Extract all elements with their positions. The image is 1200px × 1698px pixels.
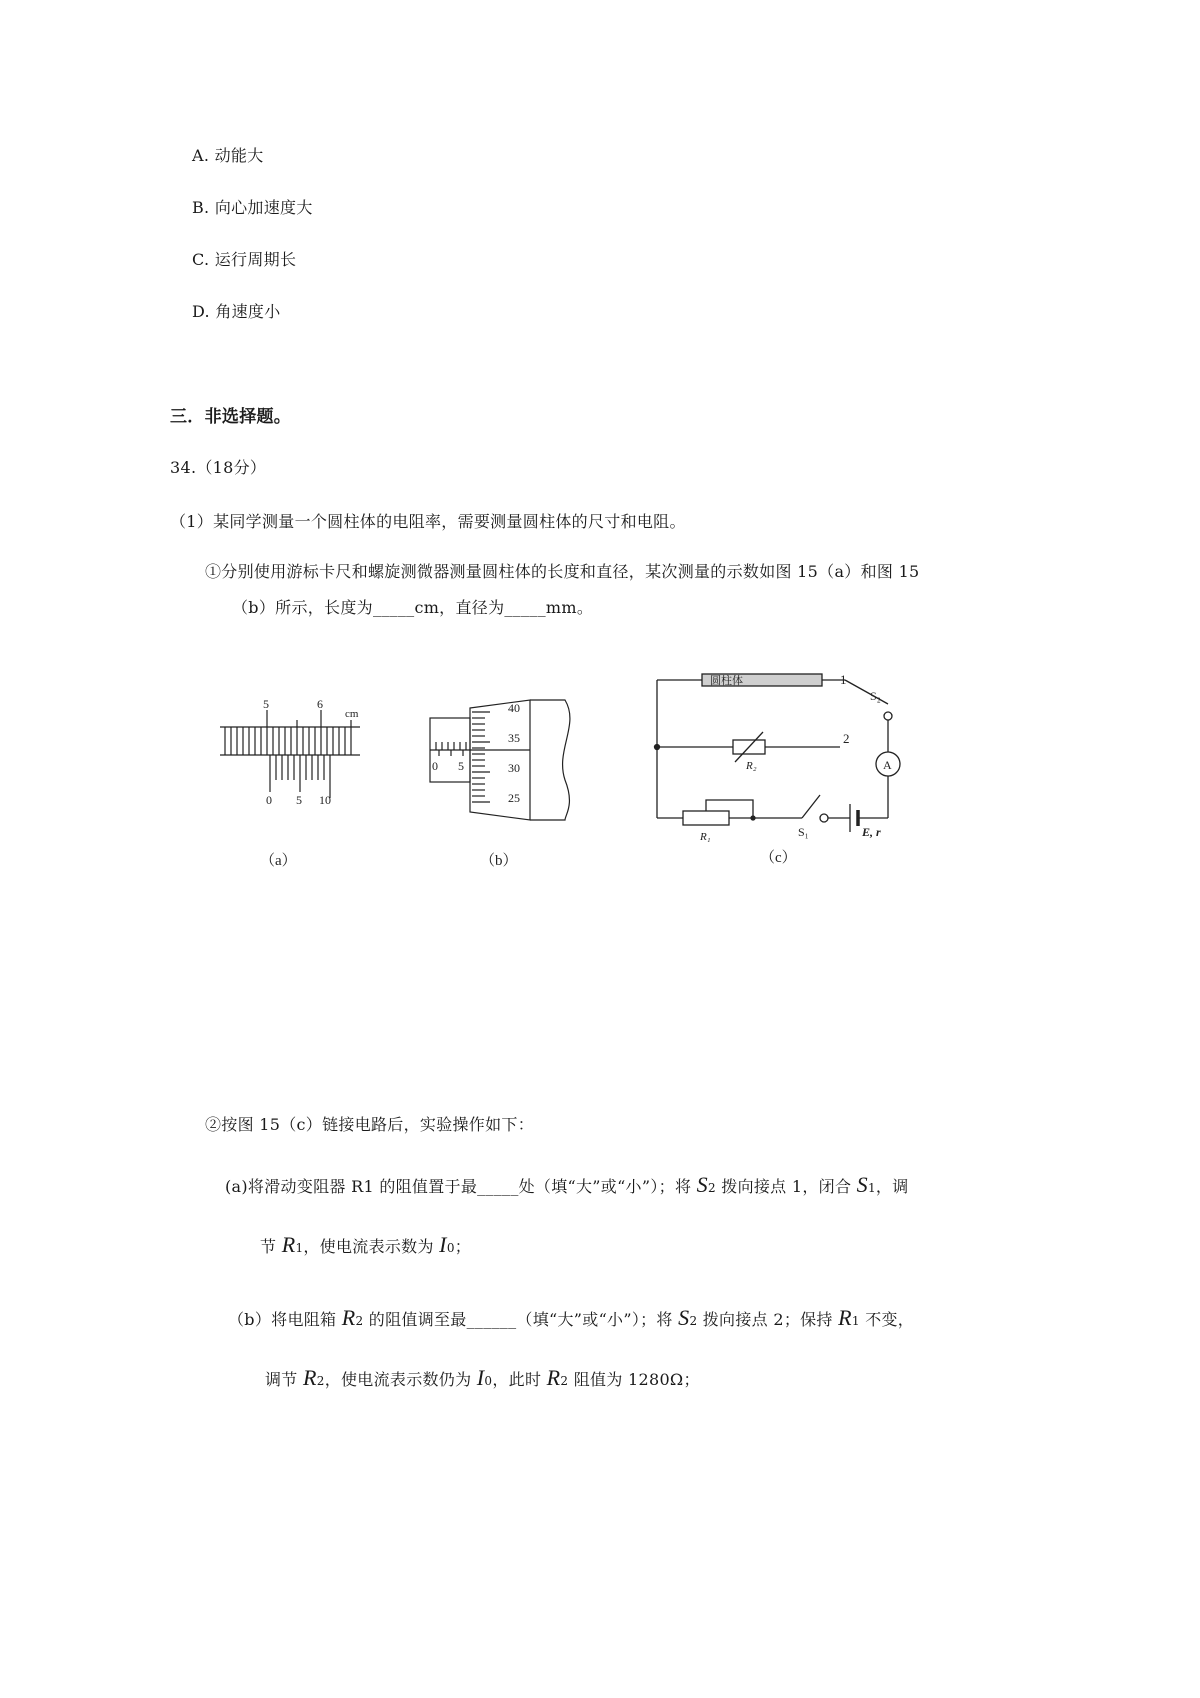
caption-a: （a） [260,853,297,869]
symbol-i: I [476,1365,485,1390]
option-c: C. 运行周期长 [192,250,297,269]
vernier-tick-10: 10 [319,793,331,807]
text: 拨向接点 1，闭合 [715,1177,857,1196]
symbol-i: I [439,1232,447,1257]
sleeve-tick-5: 5 [458,759,464,773]
text: ，使电流表示数为 [303,1237,440,1256]
text: 不变， [859,1310,915,1329]
sleeve-tick-0: 0 [432,759,438,773]
ammeter-label: A [883,758,892,772]
section-heading: 三．非选择题。 [170,407,292,427]
caption-b: （b） [480,853,518,869]
question-number: 34.（18分） [170,458,267,477]
subscript: 0 [484,1374,493,1388]
subscript: 2 [316,1374,325,1388]
text: (a)将滑动变阻器 R1 的阻值置于最_____处（填“大”或“小”）；将 [225,1177,697,1196]
battery-label: E, r [862,825,881,839]
node-2: 2 [843,731,850,746]
symbol-s: S [696,1172,708,1197]
text: 调节 [265,1370,303,1389]
subscript: 0 [446,1241,455,1255]
subscript: 1 [295,1241,304,1255]
thimble-tick-25: 25 [508,791,520,805]
vernier-caliper-figure [220,710,360,798]
r1-label: R₁ [700,831,711,843]
text: ； [454,1237,472,1256]
item2: ②按图 15（c）链接电路后，实验操作如下： [205,1115,535,1134]
text: ，此时 [492,1370,547,1389]
symbol-r: R [303,1365,317,1390]
caption-c: （c） [760,850,797,866]
text: 节 [260,1237,282,1256]
node-1: 1 [840,672,847,687]
step-a-line1 [225,1172,909,1198]
text: ，调 [875,1177,909,1196]
symbol-r: R [281,1232,296,1257]
thimble-tick-30: 30 [508,761,520,775]
main-tick-5: 5 [263,697,269,711]
question-part1: （1）某同学测量一个圆柱体的电阻率，需要测量圆柱体的尺寸和电阻。 [170,512,686,531]
item1-line2: （b）所示，长度为_____cm，直径为_____mm。 [232,598,594,617]
subscript: 2 [355,1314,364,1328]
subscript: 1 [851,1314,860,1328]
step-b-line2 [265,1365,700,1391]
option-a: A. 动能大 [192,146,264,165]
text: 的阻值调至最______（填“大”或“小”）；将 [363,1310,679,1329]
text: ，使电流表示数仍为 [324,1370,477,1389]
option-d: D. 角速度小 [192,302,281,321]
s1-label: S₁ [798,825,809,839]
subscript: 2 [707,1181,716,1195]
subscript: 2 [560,1374,569,1388]
cylinder-label: 圆柱体 [710,675,743,687]
thimble-tick-35: 35 [508,731,520,745]
symbol-s: S [678,1305,690,1330]
item1-line1: ①分别使用游标卡尺和螺旋测微器测量圆柱体的长度和直径，某次测量的示数如图 15（a）和图 15 [205,562,920,581]
symbol-r: R [838,1305,852,1330]
symbol-r: R [341,1305,356,1330]
step-b-line1 [228,1305,914,1331]
text: 阻值为 1280Ω； [568,1370,700,1389]
symbol-s: S [856,1172,868,1197]
circuit-diagram [655,674,901,832]
main-tick-6: 6 [317,697,323,711]
micrometer-figure [430,700,570,820]
scale-unit: cm [345,708,359,720]
subscript: 1 [867,1181,876,1195]
r2-label: R₂ [746,760,757,772]
vernier-tick-0: 0 [266,793,272,807]
text: 拨向接点 2；保持 [697,1310,839,1329]
figure-15 [200,672,1060,970]
vernier-tick-5: 5 [296,793,302,807]
symbol-r: R [546,1365,561,1390]
step-a-line2 [260,1232,471,1258]
thimble-tick-40: 40 [508,701,520,715]
s2-label: S₂ [870,689,881,703]
text: （b）将电阻箱 [228,1310,342,1329]
subscript: 2 [689,1314,698,1328]
option-b: B. 向心加速度大 [192,198,313,217]
